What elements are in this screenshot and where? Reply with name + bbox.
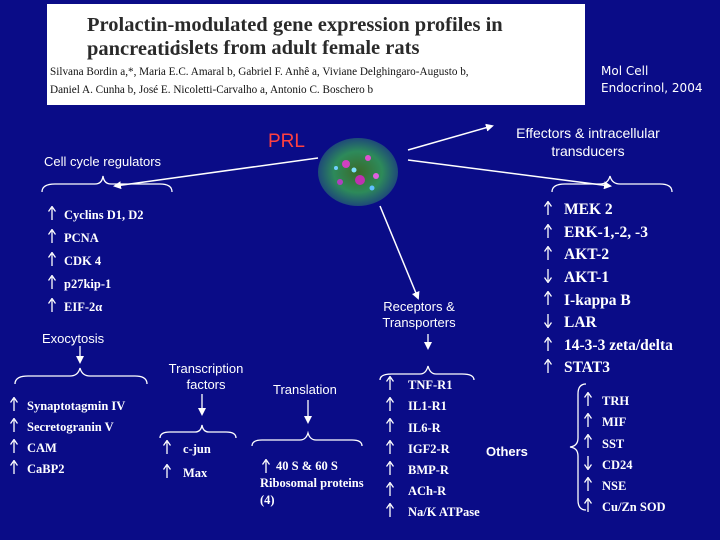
effectors-item — [544, 337, 673, 360]
islet-cell-image — [316, 136, 400, 208]
effectors-list — [544, 201, 673, 382]
exocytosis-item — [10, 397, 125, 418]
up-arrow-icon — [163, 440, 171, 459]
gene-label: STAT3 — [564, 359, 610, 377]
up-arrow-icon — [10, 460, 18, 479]
gene-label: I-kappa B — [564, 291, 631, 309]
receptors-item — [386, 418, 480, 439]
up-arrow-icon — [386, 461, 394, 480]
receptors-list — [386, 376, 480, 524]
down-arrow-icon — [544, 269, 552, 288]
gene-label: CDK 4 — [64, 254, 102, 269]
gene-label: IL1-R1 — [408, 399, 447, 414]
translation-line2: Ribosomal proteins — [260, 476, 364, 490]
up-arrow-icon — [544, 359, 552, 378]
up-arrow-icon — [544, 337, 552, 356]
others-list — [584, 392, 666, 519]
cell-cycle-item — [48, 275, 144, 298]
up-arrow-icon — [10, 418, 18, 437]
paper-authors-line1: Silvana Bordin a,*, Maria E.C. Amaral b, Gabriel F. Anhê a, Viviane Delghingaro-Augusto b, — [50, 66, 469, 78]
effectors-item — [544, 291, 673, 314]
up-arrow-icon — [386, 418, 394, 437]
up-arrow-icon — [584, 434, 592, 453]
effectors-item — [544, 314, 673, 337]
receptors-item — [386, 397, 480, 418]
up-arrow-icon — [48, 275, 56, 294]
receptors-item — [386, 461, 480, 482]
gene-label: Cu/Zn SOD — [602, 500, 666, 515]
cell-cycle-item — [48, 206, 144, 229]
gene-label: PCNA — [64, 231, 99, 246]
paper-title-line1: Prolactin-modulated gene expression profiles in pancreatic — [87, 14, 503, 60]
up-arrow-icon — [584, 477, 592, 496]
receptors-item — [386, 376, 480, 397]
up-arrow-icon — [48, 252, 56, 271]
gene-label: c-jun — [183, 442, 211, 457]
up-arrow-icon — [163, 464, 171, 483]
transcription-heading-line2: factors — [186, 377, 226, 392]
cell-cycle-brace — [42, 176, 172, 192]
gene-label: NSE — [602, 478, 627, 493]
gene-label: Synaptotagmin IV — [27, 399, 126, 414]
gene-label: AKT-1 — [564, 268, 610, 286]
translation-line1: 40 S & 60 S — [276, 459, 338, 473]
effectors-item — [544, 201, 673, 224]
paper-title-line2: islets from adult female rats — [175, 37, 420, 59]
translation-line3: (4) — [260, 493, 275, 507]
others-item — [584, 477, 666, 498]
up-arrow-icon — [386, 397, 394, 416]
translation-heading: Translation — [273, 382, 337, 397]
gene-label: LAR — [564, 314, 597, 332]
gene-label: CaBP2 — [27, 462, 65, 477]
prl-label: PRL — [268, 131, 305, 152]
gene-label: TRH — [602, 394, 630, 409]
prl-to-effectors-arrow — [408, 160, 610, 186]
effectors-heading-line2: transducers — [551, 143, 625, 159]
transcription-brace — [160, 425, 236, 438]
transcription-item — [163, 440, 211, 464]
others-item — [584, 434, 666, 455]
down-arrow-icon — [544, 314, 552, 333]
gene-label: SST — [602, 436, 625, 451]
gene-label: MEK 2 — [564, 201, 613, 219]
citation-line1: Mol Cell — [601, 64, 649, 78]
up-arrow-icon — [584, 498, 592, 517]
gene-label: ERK-1,-2, -3 — [564, 223, 648, 241]
citation-line2: Endocrinol, 2004 — [601, 81, 703, 95]
up-arrow-icon — [584, 392, 592, 411]
gene-label: Max — [183, 466, 208, 481]
exocytosis-heading: Exocytosis — [42, 331, 105, 346]
gene-label: CD24 — [602, 457, 633, 472]
up-arrow-icon — [386, 503, 394, 522]
exocytosis-item — [10, 460, 125, 481]
exocytosis-brace — [15, 368, 147, 384]
gene-label: ACh-R — [408, 484, 447, 499]
up-arrow-icon — [386, 376, 394, 395]
cell-cycle-list — [48, 206, 144, 321]
up-arrow-icon — [10, 439, 18, 458]
up-arrow-icon — [544, 291, 552, 310]
up-arrow-icon — [48, 206, 56, 225]
cell-cycle-item — [48, 298, 144, 321]
receptors-item — [386, 503, 480, 524]
up-arrow-icon — [10, 397, 18, 416]
others-item — [584, 498, 666, 519]
prl-to-receptors-arrow — [380, 206, 418, 298]
effectors-heading — [470, 124, 706, 160]
gene-label: IGF2-R — [408, 441, 450, 456]
receptors-heading — [360, 299, 478, 331]
receptors-item — [386, 440, 480, 461]
others-item — [584, 456, 666, 477]
effectors-item — [544, 246, 673, 269]
exocytosis-item — [10, 418, 125, 439]
cell-cycle-item — [48, 252, 144, 275]
cell-cycle-heading: Cell cycle regulators — [44, 154, 162, 169]
up-arrow-icon — [386, 482, 394, 501]
transcription-heading — [156, 361, 256, 393]
effectors-item — [544, 359, 673, 382]
receptors-heading-line2: Transporters — [382, 315, 456, 330]
others-item — [584, 392, 666, 413]
gene-label: 14-3-3 zeta/delta — [564, 336, 673, 354]
up-arrow-icon — [48, 229, 56, 248]
others-heading: Others — [486, 444, 528, 459]
up-arrow-icon — [544, 246, 552, 265]
gene-label: AKT-2 — [564, 246, 610, 264]
paper-authors-line2: Daniel A. Cunha b, José E. Nicoletti-Carvalho a, Antonio C. Boschero b — [50, 84, 374, 96]
receptors-heading-line1: Receptors & — [383, 299, 455, 314]
up-arrow-icon — [584, 413, 592, 432]
effectors-brace — [552, 176, 672, 192]
gene-label: Na/K ATPase — [408, 505, 480, 520]
gene-label: Secretogranin V — [27, 420, 114, 435]
gene-label: EIF-2α — [64, 300, 103, 315]
receptors-item — [386, 482, 480, 503]
exocytosis-list — [10, 397, 125, 481]
gene-label: TNF-R1 — [408, 378, 453, 393]
effectors-item — [544, 224, 673, 247]
cell-cycle-item — [48, 229, 144, 252]
gene-label: MIF — [602, 415, 627, 430]
effectors-heading-line1: Effectors & intracellular — [516, 125, 660, 141]
transcription-heading-line1: Transcription — [168, 361, 244, 376]
translation-item — [256, 458, 380, 509]
down-arrow-icon — [584, 456, 592, 475]
transcription-item — [163, 464, 211, 488]
gene-label: BMP-R — [408, 462, 449, 477]
gene-label: Cyclins D1, D2 — [64, 208, 144, 223]
gene-label: p27kip-1 — [64, 277, 112, 292]
up-arrow-icon — [262, 459, 270, 477]
up-arrow-icon — [544, 201, 552, 220]
up-arrow-icon — [48, 298, 56, 317]
transcription-list — [163, 440, 211, 488]
others-item — [584, 413, 666, 434]
effectors-item — [544, 269, 673, 292]
translation-brace — [252, 433, 362, 446]
exocytosis-item — [10, 439, 125, 460]
up-arrow-icon — [386, 440, 394, 459]
up-arrow-icon — [544, 224, 552, 243]
gene-label: CAM — [27, 441, 57, 456]
gene-label: IL6-R — [408, 420, 441, 435]
